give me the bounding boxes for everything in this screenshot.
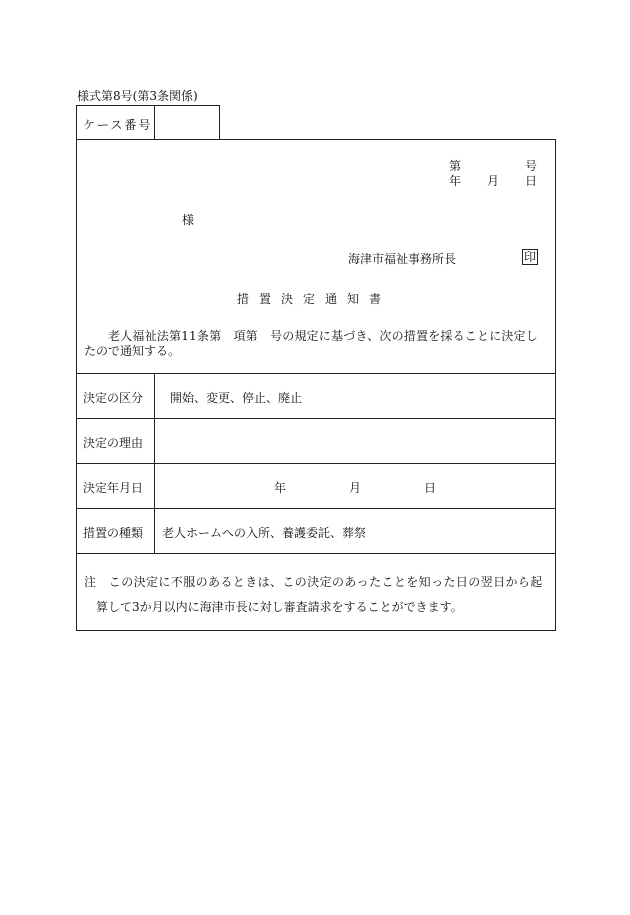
document-title: 措置決定通知書: [237, 292, 392, 306]
row-divider: [76, 508, 556, 509]
body-line-1: 老人福祉法第11条第 項第 号の規定に基づき、次の措置を採ることに決定し: [108, 329, 538, 343]
date-month: 月: [487, 174, 500, 188]
row-divider: [76, 553, 556, 554]
row-label-decision-type: 決定の区分: [83, 391, 144, 405]
row-value-reason[interactable]: [162, 434, 542, 450]
sender: 海津市福祉事務所長: [348, 252, 457, 266]
row-divider: [76, 373, 556, 374]
row-divider: [76, 463, 556, 464]
row-date-month: 月: [349, 481, 362, 495]
column-divider: [154, 373, 155, 553]
note-line-2: 算して3か月以内に海津市長に対し審査請求をすることができます。: [96, 600, 463, 614]
case-number-field[interactable]: [160, 116, 216, 132]
row-date-year: 年: [274, 481, 287, 495]
case-number-divider: [154, 105, 155, 140]
row-date-day: 日: [424, 481, 437, 495]
date-day: 日: [525, 174, 538, 188]
date-year: 年: [449, 174, 462, 188]
form-id: 様式第8号(第3条関係): [77, 89, 198, 103]
body-line-2: たので通知する。: [84, 344, 181, 358]
row-divider: [76, 418, 556, 419]
row-value-decision-type: 開始、変更、停止、廃止: [170, 391, 303, 405]
seal-stamp: 印: [524, 250, 537, 264]
case-number-label: ケース番号: [83, 118, 153, 132]
row-value-measure-type: 老人ホームへの入所、養護委託、葬祭: [162, 526, 367, 540]
row-label-reason: 決定の理由: [83, 436, 144, 450]
addressee-suffix: 様: [182, 213, 195, 227]
row-label-decision-date: 決定年月日: [83, 481, 144, 495]
number-suffix: 号: [525, 159, 538, 173]
number-prefix: 第: [449, 159, 462, 173]
row-label-measure-type: 措置の種類: [83, 526, 144, 540]
main-frame: [76, 139, 556, 631]
note-line-1: 注 この決定に不服のあるときは、この決定のあったことを知った日の翌日から起: [84, 575, 543, 589]
